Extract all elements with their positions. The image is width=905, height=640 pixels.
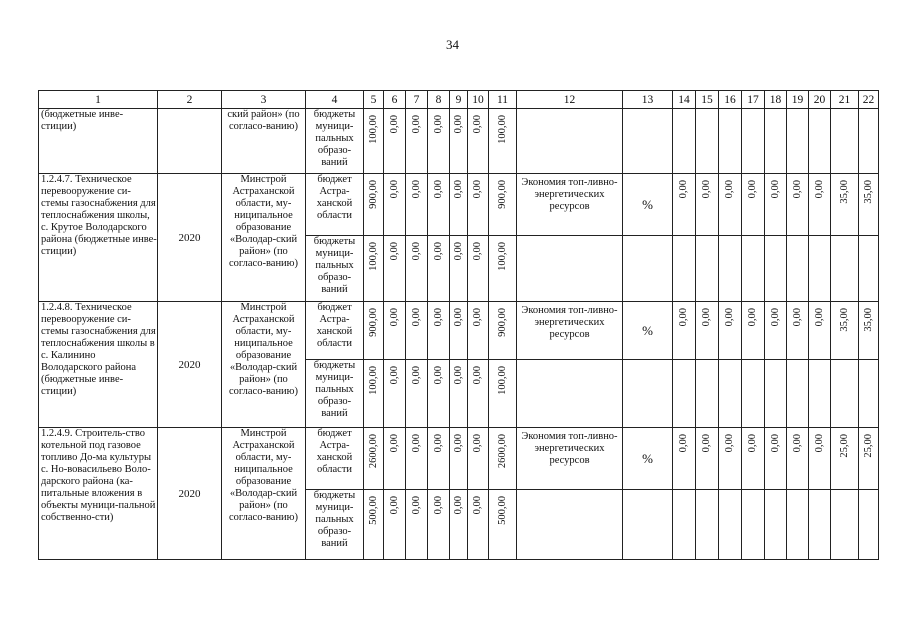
amount-col9: 0,00 [452,308,464,327]
amount-col8: 0,00 [432,496,444,515]
continuation-row [39,109,879,174]
col-header: 6 [384,91,406,109]
amount-col8: 0,00 [432,242,444,261]
amount-col10: 0,00 [472,180,483,199]
target-col17: 0,00 [747,180,758,199]
executor-cell: ский район» (по согласо-ванию) [222,109,306,174]
table-row [39,302,879,360]
table-row [39,174,879,236]
amount-col9: 0,00 [452,180,464,199]
col-header: 13 [623,91,673,109]
col-header: 3 [222,91,306,109]
object-cell: (бюджетные инве-стиции) [39,109,158,174]
amount-col7: 0,00 [410,180,422,199]
amount-col11: 900,00 [496,308,508,337]
header-row [39,91,879,109]
year-cell: 2020 [158,302,222,428]
source-cell: бюджет Астра-ханской области [306,174,364,236]
amount-col6: 0,00 [388,180,400,199]
amount-col11: 2600,00 [496,434,508,469]
source-cell: бюджет Астра-ханской области [306,302,364,360]
executor-cell: Минстрой Астраханской области, му-ниципальное образование «Володар-ский район» (по согласо-ванию) [222,302,306,428]
amount-col6: 0,00 [388,115,400,134]
amount-col10: 0,00 [472,434,483,453]
amount-col11: 100,00 [496,242,508,271]
amount-col7: 0,00 [410,242,422,261]
executor-cell: Минстрой Астраханской области, му-ниципальное образование «Володар-ский район» (по согласо-ванию) [222,174,306,302]
amount-col11: 900,00 [496,180,508,209]
target-col22: 35,00 [862,180,874,204]
amount-col5: 900,00 [367,308,379,337]
amount-col9: 0,00 [452,496,464,515]
year-cell [158,109,222,174]
col-header: 16 [719,91,742,109]
target-col16: 0,00 [724,180,735,199]
amount-col8: 0,00 [432,115,444,134]
object-cell: 1.2.4.8. Техническое перевооружение си-стемы газоснабжения для теплоснабжения школы в с. Калинино Володарского района (бюджетные инве-стиции) [39,302,158,428]
target-col14: 0,00 [678,434,689,453]
amount-col10: 0,00 [472,242,483,261]
amount-col8: 0,00 [432,308,444,327]
target-col22: 35,00 [862,308,874,332]
amount-col8: 0,00 [432,180,444,199]
col-header: 20 [809,91,831,109]
amount-col11: 500,00 [496,496,508,525]
amount-col8: 0,00 [432,366,444,385]
year-cell: 2020 [158,174,222,302]
amount-col5: 900,00 [367,180,379,209]
amount-col5: 500,00 [367,496,379,525]
target-col21: 25,00 [838,434,850,458]
amount-col7: 0,00 [410,308,422,327]
col-header: 12 [517,91,623,109]
object-cell: 1.2.4.7. Техническое перевооружение си-стемы газоснабжения для теплоснабжения школы, с. Крутое Володарского района (бюджетные инве-стиции) [39,174,158,302]
target-col19: 0,00 [791,434,803,453]
amount-col9: 0,00 [452,366,464,385]
amount-col9: 0,00 [452,115,464,134]
amount-col6: 0,00 [388,496,400,515]
target-col18: 0,00 [769,434,781,453]
target-col21: 35,00 [838,180,850,204]
col-header: 17 [742,91,765,109]
amount-col11: 100,00 [496,115,508,144]
amount-col9: 0,00 [452,242,464,261]
amount-col10: 0,00 [472,366,483,385]
target-col20: 0,00 [813,308,825,327]
target-col19: 0,00 [791,180,803,199]
source-cell: бюджеты муници-пальных образо-ваний [306,360,364,428]
col-header: 14 [673,91,696,109]
col-header: 2 [158,91,222,109]
target-col22: 25,00 [862,434,874,458]
indicator-cell: Экономия топ-ливно-энергетических ресурсов [517,428,623,490]
amount-col6: 0,00 [388,308,400,327]
col-header: 8 [428,91,450,109]
amount-col6: 0,00 [388,434,400,453]
col-header: 19 [787,91,809,109]
source-cell: бюджеты муници-пальных образо-ваний [306,236,364,302]
target-col20: 0,00 [813,180,825,199]
amount-col11: 100,00 [496,366,508,395]
amount-col8: 0,00 [432,434,444,453]
col-header: 1 [39,91,158,109]
target-col17: 0,00 [747,308,758,327]
col-header: 10 [468,91,489,109]
unit-cell: % [623,428,673,490]
amount-col10: 0,00 [472,115,483,134]
program-table [38,90,879,560]
target-col18: 0,00 [769,180,781,199]
indicator-cell: Экономия топ-ливно-энергетических ресурсов [517,174,623,236]
target-col15: 0,00 [701,180,712,199]
amount-col6: 0,00 [388,366,400,385]
source-cell: бюджеты муници-пальных образо-ваний [306,109,364,174]
amount-col7: 0,00 [410,115,422,134]
col-header: 11 [489,91,517,109]
amount-col5: 100,00 [367,242,379,271]
col-header: 9 [450,91,468,109]
amount-col10: 0,00 [472,308,483,327]
executor-cell: Минстрой Астраханской области, му-ниципальное образование «Володар-ский район» (по согласо-ванию) [222,428,306,560]
target-col16: 0,00 [724,434,735,453]
indicator-cell: Экономия топ-ливно-энергетических ресурсов [517,302,623,360]
col-header: 22 [859,91,879,109]
object-cell: 1.2.4.9. Строитель-ство котельной под газовое топливо До-ма культуры с. Но-воваcильево Воло-дарского района (ка-питальные вложения в объекты муници-пальной собственно-сти) [39,428,158,560]
amount-col5: 100,00 [367,366,379,395]
source-cell: бюджеты муници-пальных образо-ваний [306,490,364,560]
target-col15: 0,00 [701,308,712,327]
source-cell: бюджет Астра-ханской области [306,428,364,490]
col-header: 15 [696,91,719,109]
unit-cell: % [623,174,673,236]
amount-col9: 0,00 [452,434,464,453]
amount-col5: 100,00 [367,115,379,144]
col-header: 5 [364,91,384,109]
year-cell: 2020 [158,428,222,560]
target-col15: 0,00 [701,434,712,453]
amount-col10: 0,00 [472,496,483,515]
target-col21: 35,00 [838,308,850,332]
unit-cell: % [623,302,673,360]
amount-col7: 0,00 [410,434,422,453]
target-col18: 0,00 [769,308,781,327]
target-col19: 0,00 [791,308,803,327]
target-col14: 0,00 [678,180,689,199]
target-col14: 0,00 [678,308,689,327]
amount-col7: 0,00 [410,496,422,515]
table-row [39,428,879,490]
page-number: 34 [446,37,459,52]
amount-col5: 2600,00 [367,434,379,469]
col-header: 7 [406,91,428,109]
target-col20: 0,00 [813,434,825,453]
col-header: 4 [306,91,364,109]
col-header: 18 [765,91,787,109]
target-col17: 0,00 [747,434,758,453]
amount-col6: 0,00 [388,242,400,261]
amount-col7: 0,00 [410,366,422,385]
col-header: 21 [831,91,859,109]
target-col16: 0,00 [724,308,735,327]
